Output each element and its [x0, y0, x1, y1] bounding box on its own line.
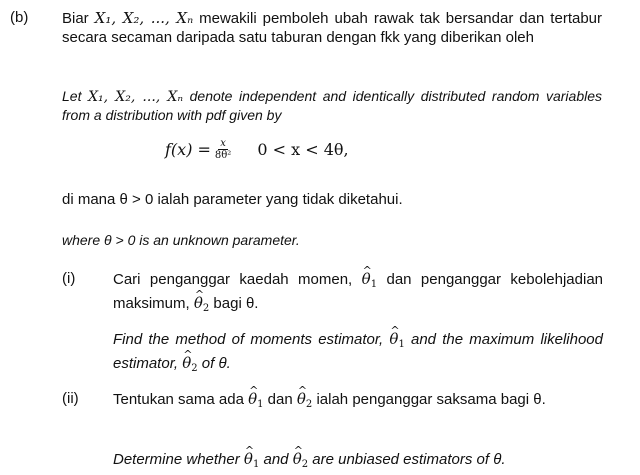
part-i-english-c: of θ. [201, 355, 231, 372]
part-ii-malay-c: ialah penganggar saksama bagi θ. [316, 391, 546, 408]
biar-word: Biar [62, 10, 89, 27]
pdf-equation [165, 138, 349, 161]
theta-hat-2-ii [297, 390, 312, 414]
part-ii-malay [113, 390, 603, 414]
theta-hat-1-en [389, 330, 404, 354]
theta-hat-1-ii [248, 390, 263, 414]
sequence-symbol: X₁, X₂, ..., Xₙ [94, 9, 194, 27]
subscript-1: 1 [257, 399, 264, 410]
pdf-lhs: f(x) = [165, 140, 211, 159]
subscript-2: 2 [305, 399, 313, 410]
intro-malay-text: mewakili pemboleh ubah rawak tak bersandar dan tertabur secara secaman daripada satu taburan dengan fkk yang diberikan oleh [62, 10, 603, 46]
part-i-malay-a: Cari penganggar kaedah momen, [113, 271, 353, 288]
theta-hat-2-ii-en [293, 450, 308, 474]
part-i-english-a: Find the method of moments estimator, [113, 331, 384, 348]
part-ii-english-c: are unbiased estimators of θ. [312, 451, 506, 468]
parameter-english: where θ > 0 is an unknown parameter. [62, 232, 300, 248]
theta-hat-2-en [182, 354, 197, 378]
part-ii-label: (ii) [62, 390, 79, 407]
theta-symbol: θ [193, 294, 203, 312]
theta-symbol: θ [182, 354, 192, 372]
subscript-2: 2 [301, 459, 309, 470]
theta-symbol: θ [389, 330, 399, 348]
part-ii-malay-a: Tentukan sama ada [113, 391, 244, 408]
part-i-malay-c: bagi θ. [213, 295, 259, 312]
theta-symbol: θ [296, 390, 306, 408]
theta-hat-1 [362, 270, 377, 294]
theta-symbol: θ [361, 270, 371, 288]
let-word: Let [62, 88, 82, 104]
intro-english [62, 87, 602, 124]
part-ii-english-a: Determine whether [113, 451, 240, 468]
part-i-english-b: and the maximum likelihood estimator, [113, 331, 603, 372]
part-i-label: (i) [62, 270, 76, 287]
theta-symbol: θ [248, 390, 258, 408]
subscript-1: 1 [252, 459, 260, 470]
pdf-numerator: x [220, 138, 226, 149]
intro-malay [62, 9, 602, 47]
pdf-condition: 0 < x < 4θ, [257, 140, 349, 159]
sequence-symbol-en: X₁, X₂, ..., Xₙ [88, 89, 184, 105]
subscript-2: 2 [202, 303, 210, 314]
subscript-1: 1 [370, 279, 378, 290]
intro-english-text: denote independent and identically distributed random variables from a distribution with pdf given by [62, 88, 602, 123]
subscript-2: 2 [191, 363, 198, 374]
theta-hat-2 [194, 294, 209, 318]
part-ii-malay-b: dan [267, 391, 293, 408]
theta-hat-1-ii-en [244, 450, 259, 474]
pdf-fraction [215, 138, 231, 161]
part-i-malay-b: dan penganggar kebolehjadian maksimum, [113, 271, 603, 312]
part-i-malay [113, 270, 603, 318]
part-ii-english [113, 450, 603, 474]
parameter-malay: di mana θ > 0 ialah parameter yang tidak diketahui. [62, 191, 403, 208]
pdf-denominator: 8θ² [214, 150, 232, 161]
part-i-english [113, 330, 603, 378]
subscript-1: 1 [398, 339, 405, 350]
part-ii-english-b: and [263, 451, 289, 468]
question-label: (b) [10, 9, 29, 26]
theta-symbol: θ [292, 450, 302, 468]
theta-symbol: θ [243, 450, 253, 468]
